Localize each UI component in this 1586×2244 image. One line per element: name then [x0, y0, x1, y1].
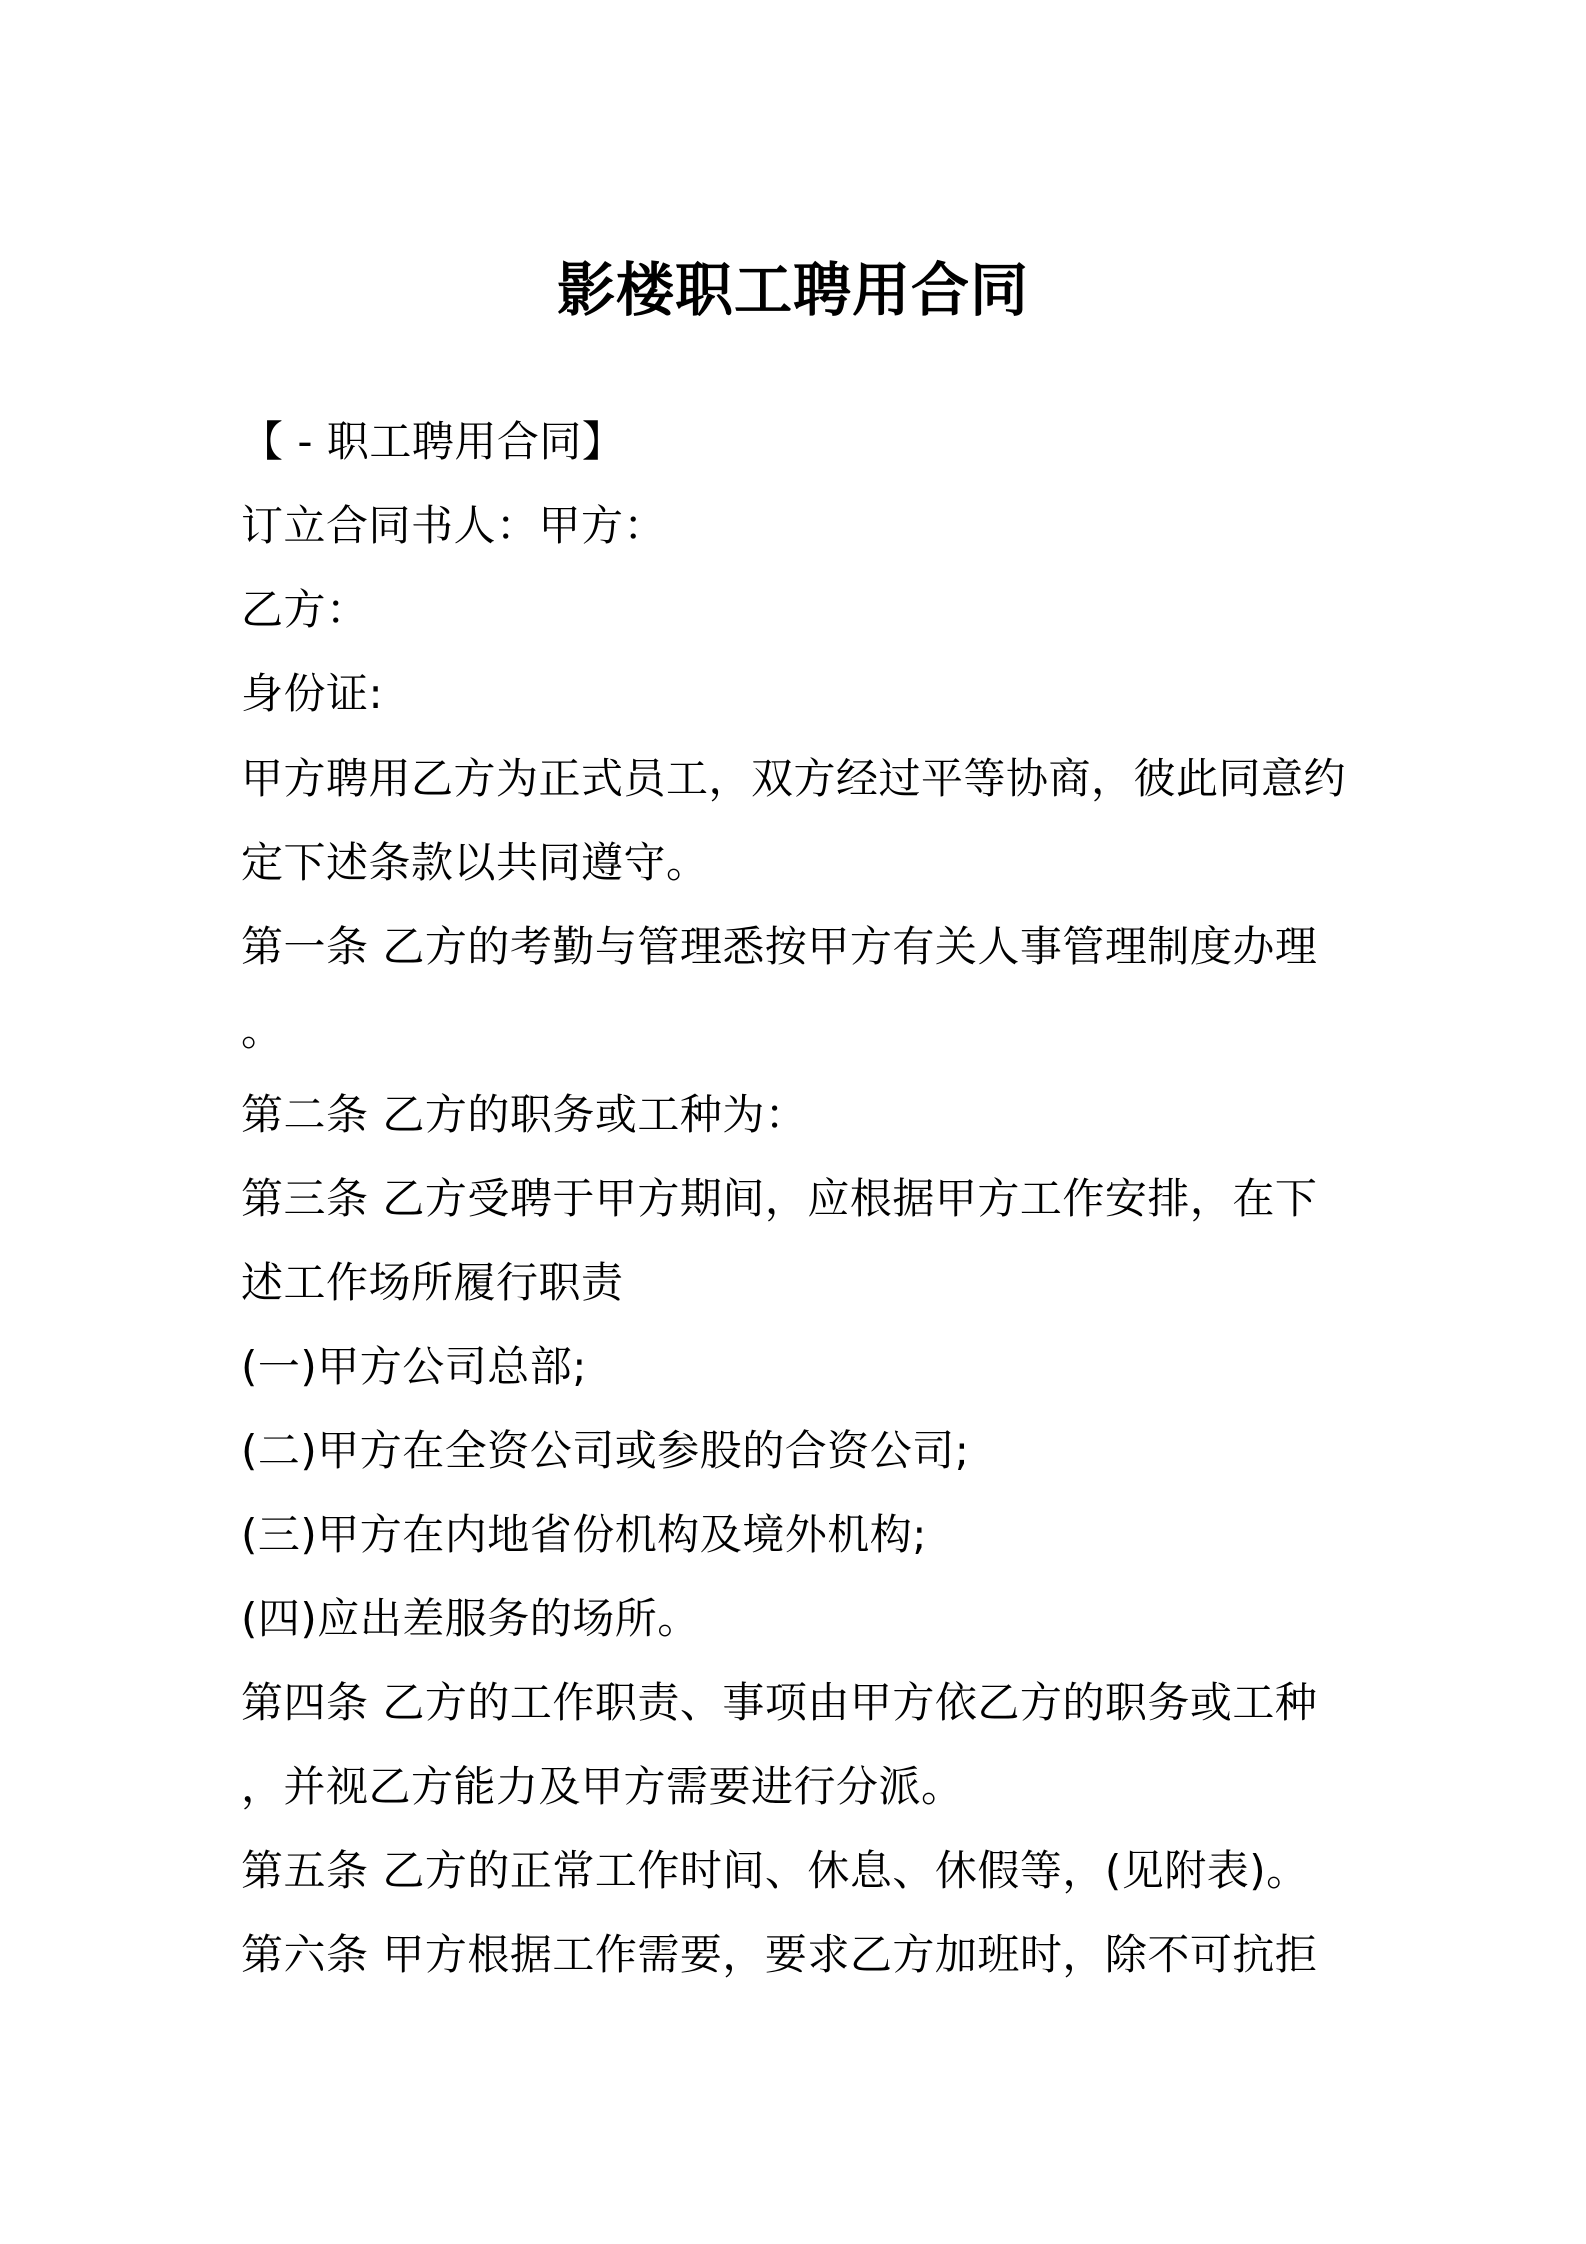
party-b-line: 乙方： [241, 585, 369, 634]
document-title: 影楼职工聘用合同 [556, 256, 1029, 324]
party-a-line: 订立合同书人：甲方： [241, 501, 667, 550]
preamble-line-1: 甲方聘用乙方为正式员工，双方经过平等协商，彼此同意约 [241, 754, 1347, 803]
article-4-line-1: 第四条 乙方的工作职责、事项由甲方依乙方的职务或工种 [241, 1678, 1318, 1727]
article-3-line-2: 述工作场所履行职责 [241, 1258, 624, 1307]
article-4-line-2: ，并视乙方能力及甲方需要进行分派。 [241, 1762, 964, 1811]
article-6-line-1: 第六条 甲方根据工作需要，要求乙方加班时，除不可抗拒 [241, 1930, 1318, 1979]
list-item-1: (一)甲方公司总部; [241, 1342, 587, 1391]
id-card-line: 身份证: [241, 669, 384, 718]
article-5-line: 第五条 乙方的正常工作时间、休息、休假等，(见附表)。 [241, 1846, 1309, 1895]
article-3-line-1: 第三条 乙方受聘于甲方期间，应根据甲方工作安排，在下 [241, 1174, 1318, 1223]
article-1-line-2: 。 [241, 1006, 284, 1055]
list-item-3: (三)甲方在内地省份机构及境外机构; [241, 1510, 927, 1559]
article-2-line: 第二条 乙方的职务或工种为： [241, 1090, 808, 1139]
list-item-4: (四)应出差服务的场所。 [241, 1594, 700, 1643]
list-item-2: (二)甲方在全资公司或参股的合资公司; [241, 1426, 970, 1475]
article-1-line-1: 第一条 乙方的考勤与管理悉按甲方有关人事管理制度办理 [241, 922, 1318, 971]
preamble-line-2: 定下述条款以共同遵守。 [241, 838, 709, 887]
contract-subtitle: 【 - 职工聘用合同】 [241, 417, 625, 466]
